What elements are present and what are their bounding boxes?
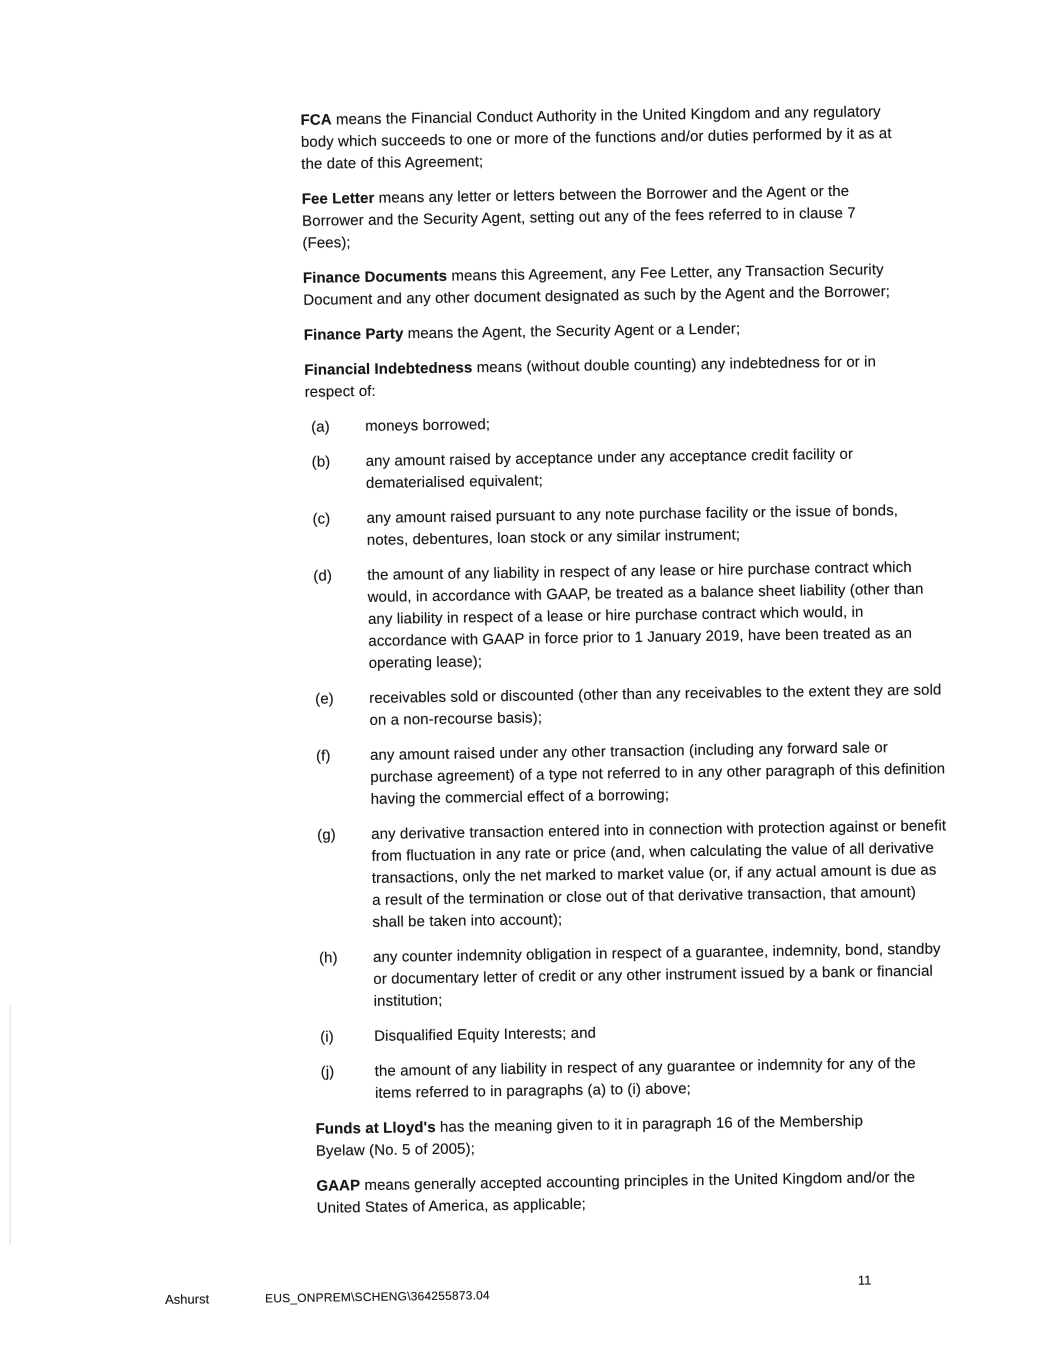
- firm-name: Ashurst: [164, 1291, 210, 1307]
- definition-text: means any letter or letters between the Borrower and the Agent or the Borrower and the Security Agent, setting out any of the fees referred to in clause 7 (Fees);: [301, 182, 856, 252]
- definition-paragraph: [316, 1167, 917, 1220]
- list-item-label: (f): [315, 747, 331, 765]
- list-item-text: the amount of any liability in respect of any lease or hire purchase contract which would, in accordance with GAAP, be treated as a balance sheet liability (other than any liability in respect of a lease or hire purchase contract which would, in accordance with GAAP in force prior to 1 January 2019, have been treated as an operating lease);: [367, 558, 924, 672]
- definition-text: means this Agreement, any Fee Letter, any Transaction Security Document and any other document designated as such by the Agent and the Borrower;: [303, 261, 891, 309]
- list-item-text: receivables sold or discounted (other than any receivables to the extent they are sold on a non-recourse basis);: [369, 681, 942, 729]
- list-item-text: any amount raised pursuant to any note purchase facility or the issue of bonds, notes, debentures, loan stock or any similar instrument;: [366, 502, 899, 549]
- definition-text: means the Agent, the Security Agent or a Lender;: [403, 320, 741, 343]
- definition-paragraph: [300, 101, 901, 176]
- list-item-label: (i): [320, 1028, 334, 1046]
- definition-text: means (without double counting) any indebtedness for or in respect of:: [304, 353, 877, 401]
- list-item-text: any amount raised by acceptance under any acceptance credit facility or dematerialised equivalent;: [365, 445, 854, 492]
- definition-paragraph: [303, 259, 904, 312]
- document-reference: EUS_ONPREM\SCHENG\364255873.04: [264, 1288, 490, 1306]
- definitions-section: [300, 100, 957, 1232]
- definition-term: FCA: [300, 111, 332, 129]
- definition-term: Financial Indebtedness: [304, 359, 473, 379]
- list-item-text: any derivative transaction entered into in connection with protection against or benefit from fluctuation in any rate or price (and, when calculating the value of all derivative transactions, only the net marked to market value (or, if any actual amount is due as a result of the termination or close out of that derivative transaction, that amount) shall be taken into account);: [371, 817, 947, 931]
- list-item-label: (h): [318, 949, 338, 967]
- definition-paragraph: [302, 180, 903, 255]
- list-item: [307, 556, 949, 675]
- definition-term: Finance Party: [303, 325, 404, 344]
- list-item: [310, 736, 951, 811]
- list-item-text: moneys borrowed;: [365, 416, 491, 435]
- list-item: [313, 938, 954, 1013]
- list-item: [305, 407, 945, 438]
- list-item: [314, 1017, 954, 1048]
- list-item-text: any amount raised under any other transaction (including any forward sale or purchase agreement) of a type not referred to in any other paragraph of this definition having the commercial effect of a borrowing;: [369, 739, 946, 808]
- definition-term: Funds at Lloyd's: [315, 1118, 436, 1138]
- definition-text: means the Financial Conduct Authority in the United Kingdom and any regulatory body which succeeds to one or more of the functions and/or duties performed by it as at the date of this Agreement;: [300, 103, 892, 173]
- definition-paragraph: [315, 1110, 916, 1163]
- list-item: [315, 1052, 956, 1105]
- definition-term: Finance Documents: [302, 267, 448, 287]
- definition-text: has the meaning given to it in paragraph 16 of the Membership Byelaw (No. 5 of 2005);: [315, 1112, 864, 1160]
- list-item-text: the amount of any liability in respect of any guarantee or indemnity for any of the items referred to in paragraphs (a) to (i) above;: [374, 1054, 916, 1102]
- page-number: 11: [857, 1272, 872, 1288]
- list-item-text: Disqualified Equity Interests; and: [374, 1024, 597, 1045]
- list-item-text: any counter indemnity obligation in respect of a guarantee, indemnity, bond, standby or documentary letter of credit or any other instrument issued by a bank or financial institution;: [372, 940, 941, 1010]
- list-item: [306, 499, 947, 552]
- list-item-label: (b): [311, 453, 331, 471]
- list-item-label: (e): [315, 690, 334, 708]
- list-item: [311, 815, 953, 934]
- list-item: [309, 679, 950, 732]
- list-item: [306, 442, 947, 495]
- definition-term: GAAP: [316, 1177, 361, 1195]
- list-item-label: (a): [311, 418, 330, 436]
- definition-paragraph: [304, 351, 905, 404]
- list-item-label: (c): [312, 510, 331, 528]
- list-item-label: (g): [317, 826, 336, 844]
- definition-term: Fee Letter: [301, 189, 375, 208]
- page-footer: [164, 1272, 925, 1310]
- definition-text: means generally accepted accounting principles in the United Kingdom and/or the United States of America, as applicable;: [316, 1168, 916, 1217]
- list-item-label: (j): [320, 1063, 335, 1081]
- list-item-label: (d): [313, 567, 333, 585]
- definition-paragraph: [304, 316, 904, 347]
